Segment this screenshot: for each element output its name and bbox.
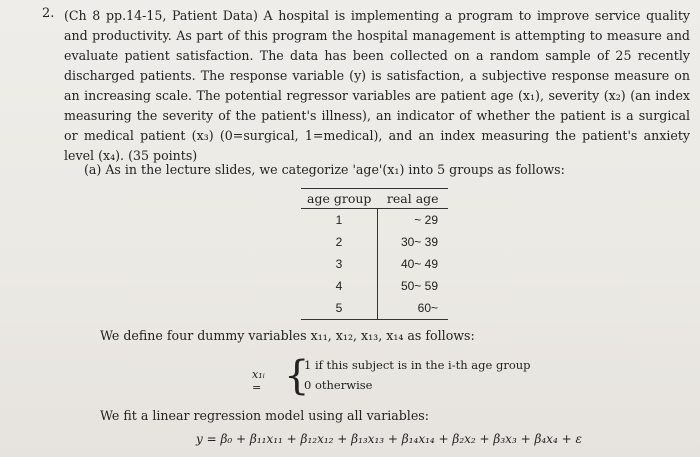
table-row <box>301 231 448 253</box>
table-row <box>301 275 448 297</box>
cell-real-age: ~ 29 <box>414 213 438 227</box>
table-row <box>301 209 448 232</box>
header-age-group: age group <box>301 189 378 209</box>
model-intro: We fit a linear regression model using all variables: <box>100 408 429 423</box>
cell-age-group: 3 <box>301 253 378 275</box>
table-row <box>301 297 448 320</box>
part-a-text: (a) As in the lecture slides, we categorize 'age'(x₁) into 5 groups as follows: <box>84 162 565 177</box>
cell-age-group: 2 <box>301 231 378 253</box>
left-brace-icon: { <box>284 353 310 399</box>
dummy-lhs: x₁ᵢ = <box>252 368 265 394</box>
cell-real-age: 50~ 59 <box>400 279 438 293</box>
cell-real-age: 60~ <box>378 297 449 320</box>
cell-age-group: 4 <box>301 275 378 297</box>
problem-number: 2. <box>42 6 55 21</box>
dummy-case-zero: 0 otherwise <box>304 378 373 392</box>
regression-equation: y = β₀ + β₁₁x₁₁ + β₁₂x₁₂ + β₁₃x₁₃ + β₁₄x₁₄ + β₂x₂ + β₃x₃ + β₄x₄ + ε <box>196 432 582 446</box>
cell-real-age: 40~ 49 <box>400 257 438 271</box>
age-group-table <box>301 188 448 320</box>
header-real-age: real age <box>378 189 449 209</box>
cell-age-group: 1 <box>301 209 378 232</box>
table-header-row <box>301 189 448 209</box>
table-row <box>301 253 448 275</box>
dummy-definition-intro: We define four dummy variables x₁₁, x₁₂, x₁₃, x₁₄ as follows: <box>100 328 475 343</box>
problem-statement: (Ch 8 pp.14-15, Patient Data) A hospital is implementing a program to improve service quality and productivity. As part of this program the hospital management is attempting to measure and evaluate patient satisfaction. The data has been collected on a random sample of 25 recently discharged patients. The response variable (y) is satisfaction, a subjective response measure on an increasing scale. The potential regressor variables are patient age (x₁), severity (x₂) (an index measuring the severity of the patient's illness), an indicator of whether the patient is a surgical or medical patient (x₃) (0=surgical, 1=medical), and an index measuring the patient's anxiety level (x₄). (35 points) <box>64 8 690 163</box>
cell-age-group: 5 <box>301 297 378 320</box>
cell-real-age: 30~ 39 <box>400 235 438 249</box>
dummy-case-one: 1 if this subject is in the i-th age group <box>304 358 531 372</box>
